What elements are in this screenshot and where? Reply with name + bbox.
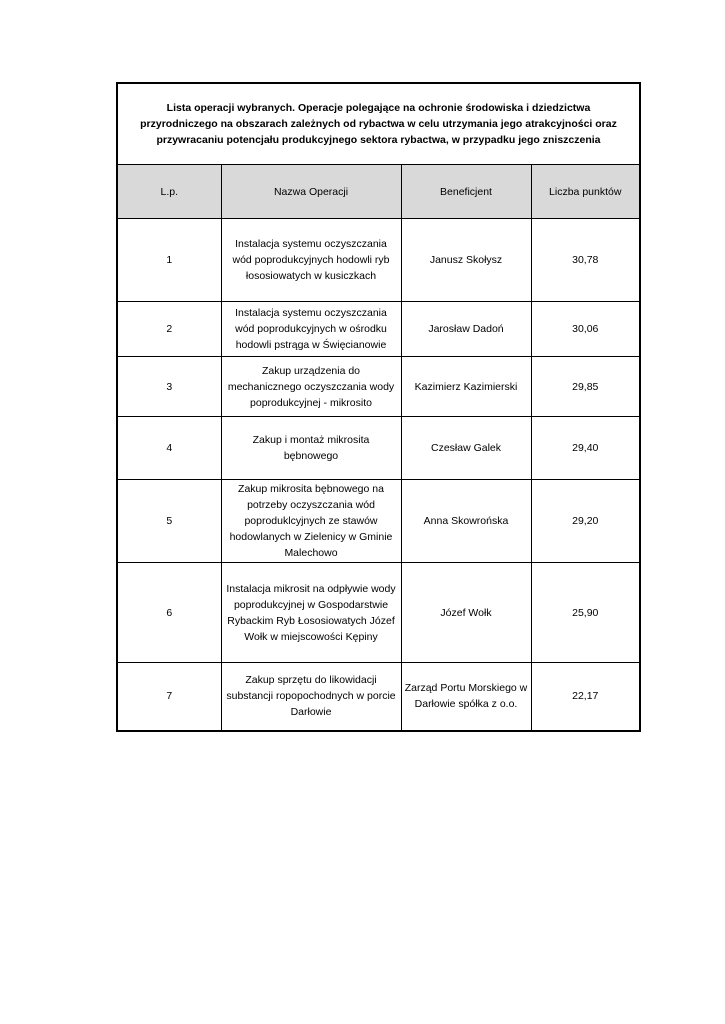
cell-beneficiary: Kazimierz Kazimierski: [401, 357, 531, 417]
header-row: [117, 165, 640, 219]
table-row: [117, 357, 640, 417]
header-beneficiary: Beneficjent: [401, 165, 531, 219]
cell-lp: 6: [117, 563, 221, 663]
title-row: [117, 83, 640, 165]
cell-lp: 7: [117, 663, 221, 731]
header-lp: L.p.: [117, 165, 221, 219]
document-title: Lista operacji wybranych. Operacje polegające na ochronie środowiska i dziedzictwa przyrodniczego na obszarach zależnych od rybactwa w celu utrzymania jego atrakcyjności oraz przywracaniu potencjału produkcyjnego sektora rybactwa, w przypadku jego zniszczenia: [117, 83, 640, 165]
header-name: Nazwa Operacji: [221, 165, 401, 219]
cell-lp: 5: [117, 480, 221, 563]
cell-beneficiary: Zarząd Portu Morskiego w Darłowie spółka z o.o.: [401, 663, 531, 731]
table-row: [117, 219, 640, 302]
cell-beneficiary: Janusz Skołysz: [401, 219, 531, 302]
cell-name: Instalacja systemu oczyszczania wód poprodukcyjnych hodowli ryb łososiowatych w kusiczkach: [221, 219, 401, 302]
cell-name: Instalacja systemu oczyszczania wód poprodukcyjnych w ośrodku hodowli pstrąga w Święcianowie: [221, 302, 401, 357]
cell-beneficiary: Czesław Galek: [401, 417, 531, 480]
cell-points: 25,90: [531, 563, 640, 663]
cell-name: Zakup i montaż mikrosita bębnowego: [221, 417, 401, 480]
cell-points: 30,06: [531, 302, 640, 357]
table-row: [117, 663, 640, 731]
header-points: Liczba punktów: [531, 165, 640, 219]
table-row: [117, 480, 640, 563]
cell-points: 29,85: [531, 357, 640, 417]
table-row: [117, 563, 640, 663]
cell-beneficiary: Anna Skowrońska: [401, 480, 531, 563]
cell-beneficiary: Józef Wołk: [401, 563, 531, 663]
cell-points: 29,20: [531, 480, 640, 563]
table-row: [117, 302, 640, 357]
cell-points: 29,40: [531, 417, 640, 480]
cell-points: 22,17: [531, 663, 640, 731]
cell-name: Zakup mikrosita bębnowego na potrzeby oczyszczania wód poproduklcyjnych ze stawów hodowlanych w Zielenicy w Gminie Malechowo: [221, 480, 401, 563]
cell-lp: 4: [117, 417, 221, 480]
cell-beneficiary: Jarosław Dadoń: [401, 302, 531, 357]
table-row: [117, 417, 640, 480]
cell-lp: 1: [117, 219, 221, 302]
cell-lp: 2: [117, 302, 221, 357]
cell-name: Instalacja mikrosit na odpływie wody poprodukcyjnej w Gospodarstwie Rybackim Ryb Łososiowatych Józef Wołk w miejscowości Kępiny: [221, 563, 401, 663]
cell-name: Zakup urządzenia do mechanicznego oczyszczania wody poprodukcyjnej - mikrosito: [221, 357, 401, 417]
cell-name: Zakup sprzętu do likowidacji substancji ropopochodnych w porcie Darłowie: [221, 663, 401, 731]
operations-table: [116, 82, 641, 732]
cell-points: 30,78: [531, 219, 640, 302]
cell-lp: 3: [117, 357, 221, 417]
